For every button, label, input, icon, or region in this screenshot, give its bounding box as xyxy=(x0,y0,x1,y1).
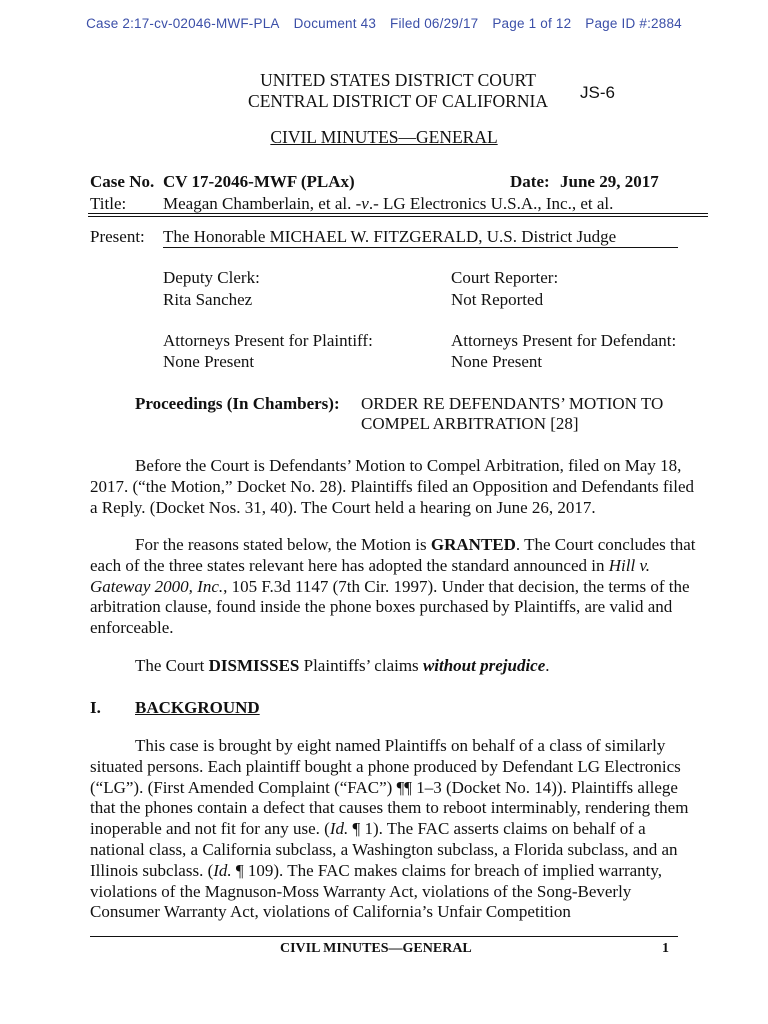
court-name-line2: CENTRAL DISTRICT OF CALIFORNIA xyxy=(248,91,548,111)
case-title: Meagan Chamberlain, et al. -v.- LG Electronics U.S.A., Inc., et al. xyxy=(163,194,614,213)
footer-label: CIVIL MINUTES—GENERAL xyxy=(280,941,472,956)
footer-rule xyxy=(90,936,678,937)
case-no-value: CV 17-2046-MWF (PLAx) xyxy=(163,172,355,191)
proceedings-line1: ORDER RE DEFENDANTS’ MOTION TO xyxy=(361,394,664,413)
page-id: Page ID #:2884 xyxy=(585,16,682,31)
case-no-label: Case No. xyxy=(90,172,155,191)
caption-divider-1 xyxy=(88,213,708,214)
document-number: Document 43 xyxy=(293,16,377,31)
page-count: Page 1 of 12 xyxy=(492,16,572,31)
court-name-line1: UNITED STATES DISTRICT COURT xyxy=(260,70,536,90)
proceedings-label: Proceedings (In Chambers): xyxy=(135,394,340,413)
filing-header xyxy=(0,16,768,31)
atty-plaintiff-value: None Present xyxy=(163,352,255,371)
footer-page-number: 1 xyxy=(662,941,669,956)
paragraph-granted: For the reasons stated below, the Motion is GRANTED. The Court concludes that each of the three states relevant here has adopted the standard announced in Hill v. Gateway 2000, Inc., 105 F.3d 1147 (7th Cir. 1997). Under that decision, the terms of the arbitration clause, found inside the phone boxes purchased by Plaintiffs, are valid and enforceable. xyxy=(90,535,696,638)
paragraph-background: This case is brought by eight named Plaintiffs on behalf of a class of similarly situated persons. Each plaintiff bought a phone produced by Defendant LG Electronics (“LG”). (First Amended Complaint (“FAC”) ¶¶ 1–3 (Docket No. 14)). Plaintiffs allege that the phones contain a defect that causes them to reboot interminably, rendering them inoperable and not fit for any use. (Id. ¶ 1). The FAC asserts claims on behalf of a national class, a California subclass, a Washington subclass, a Florida subclass, and an Illinois subclass. (Id. ¶ 109). The FAC makes claims for breach of implied warranty, violations of the Magnuson-Moss Warranty Act, violations of the Song-Beverly Consumer Warranty Act, violations of California’s Unfair Competition xyxy=(90,736,689,922)
caption-divider-2 xyxy=(88,216,708,217)
proceedings-line2: COMPEL ARBITRATION [28] xyxy=(361,414,579,433)
minutes-title: CIVIL MINUTES—GENERAL xyxy=(270,127,498,147)
date-label: Date: xyxy=(510,172,550,191)
court-reporter-label: Court Reporter: xyxy=(451,268,559,287)
js6-label: JS-6 xyxy=(580,83,615,102)
filed-date: Filed 06/29/17 xyxy=(390,16,479,31)
paragraph-dismisses: The Court DISMISSES Plaintiffs’ claims without prejudice. xyxy=(135,656,550,675)
atty-defendant-value: None Present xyxy=(451,352,543,371)
present-label: Present: xyxy=(90,227,145,246)
section-heading: BACKGROUND xyxy=(135,698,260,717)
present-judge: The Honorable MICHAEL W. FITZGERALD, U.S. District Judge xyxy=(163,226,678,248)
title-label: Title: xyxy=(90,194,127,213)
paragraph-intro: Before the Court is Defendants’ Motion to Compel Arbitration, filed on May 18, 2017. (“the Motion,” Docket No. 28). Plaintiffs filed an Opposition and Defendants filed a Reply. (Docket Nos. 31, 40). The Court held a hearing on June 26, 2017. xyxy=(90,456,695,517)
date-value: June 29, 2017 xyxy=(560,172,659,191)
atty-plaintiff-label: Attorneys Present for Plaintiff: xyxy=(163,331,373,350)
deputy-clerk-value: Rita Sanchez xyxy=(163,290,253,309)
court-reporter-value: Not Reported xyxy=(451,290,544,309)
deputy-clerk-label: Deputy Clerk: xyxy=(163,268,260,287)
section-number: I. xyxy=(90,698,101,717)
case-number-stamp: Case 2:17-cv-02046-MWF-PLA xyxy=(86,16,280,31)
atty-defendant-label: Attorneys Present for Defendant: xyxy=(451,331,677,350)
